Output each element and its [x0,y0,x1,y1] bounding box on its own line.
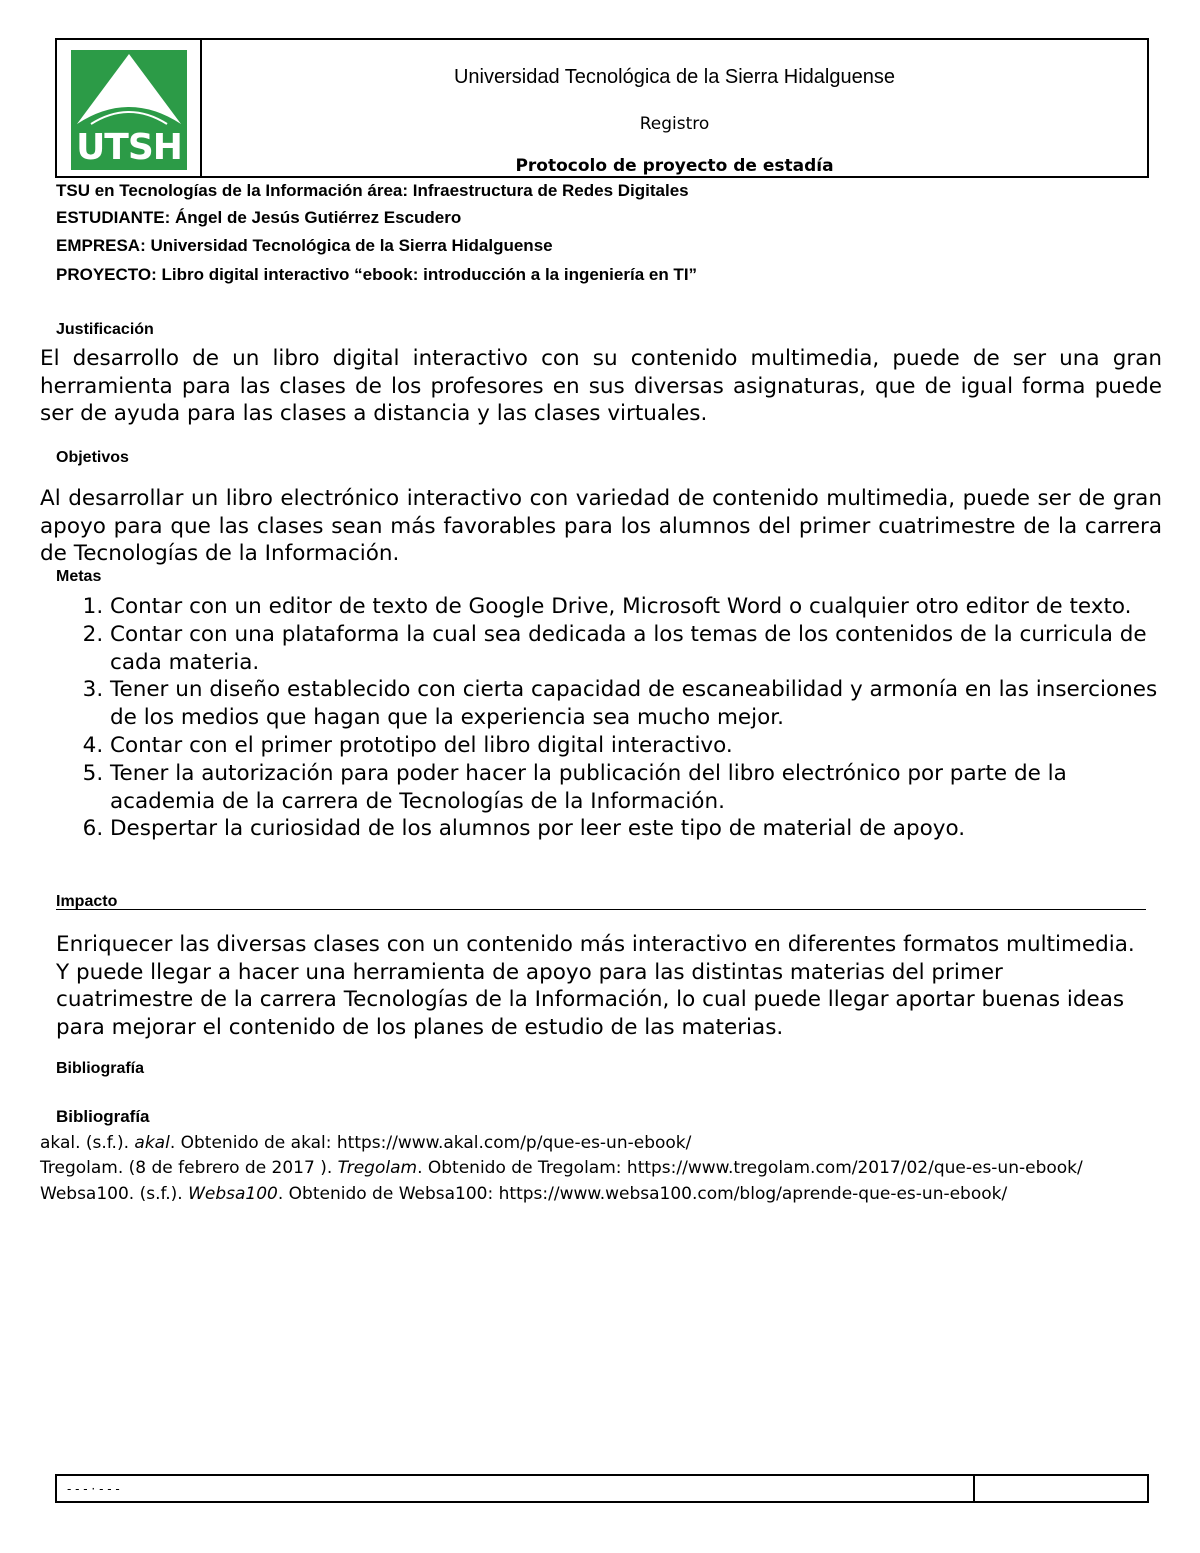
utsh-logo [71,50,187,170]
meta-item: 2. Contar con una plataforma la cual sea dedicada a los temas de los contenidos de la curricula de cada materia. [110,621,1162,677]
meta-item: 1. Contar con un editor de texto de Google Drive, Microsoft Word o cualquier otro editor de texto. [110,593,1162,621]
footer-right-cell [975,1476,1147,1501]
bib-entry [40,1184,1007,1204]
objetivos-text: Al desarrollar un libro electrónico interactivo con variedad de contenido multimedia, puede ser de gran apoyo para que las clases sean más favorables para los alumnos del primer cuatrimestre de la carrera de Tecnologías de la Información. [40,486,1162,566]
title-cell [202,40,1147,176]
bib-entry [40,1133,691,1153]
bib-entry-post: . Obtenido de Tregolam: https://www.tregolam.com/2017/02/que-es-un-ebook/ [417,1158,1083,1178]
bib-entry-pre: Tregolam. (8 de febrero de 2017 ). [40,1158,338,1178]
bib-entry-post: . Obtenido de Websa100: https://www.websa100.com/blog/aprende-que-es-un-ebook/ [277,1184,1008,1204]
university-title: Universidad Tecnológica de la Sierra Hidalguense [453,66,895,88]
footer-left-cell [57,1476,975,1501]
meta-item: 4. Contar con el primer prototipo del libro digital interactivo. [110,732,1162,760]
impacto-text: Enriquecer las diversas clases con un contenido más interactivo en diferentes formatos multimedia. Y puede llegar a hacer una herramienta de apoyo para las distintas materias del primer cuatrimestre de la carrera Tecnologías de la Información, lo cual puede llegar aportar buenas ideas para mejorar el contenido de los planes de estudio de las materias. [56,932,1135,1040]
metas-list [72,593,1162,843]
impacto-divider [56,909,1146,910]
bib-entry-pre: Websa100. (s.f.). [40,1184,189,1204]
bib-entry-pre: akal. (s.f.). [40,1133,135,1153]
protocolo-title: Protocolo de proyecto de estadía [515,156,834,176]
meta-item: 3. Tener un diseño establecido con cierta capacidad de escaneabilidad y armonía en las inserciones de los medios que hagan que la experiencia sea mucho mejor. [110,676,1162,732]
impacto-title: Impacto [56,893,118,910]
info-empresa: EMPRESA: Universidad Tecnológica de la Sierra Hidalguense [56,236,553,255]
bib-entry-italic: akal [134,1133,170,1153]
bib-entry-italic: Tregolam [337,1158,418,1178]
bib-entry-post: . Obtenido de akal: https://www.akal.com/p/que-es-un-ebook/ [169,1133,692,1153]
justificacion-text: El desarrollo de un libro digital interactivo con su contenido multimedia, puede de ser una gran herramienta para las clases de los profesores en sus diversas asignaturas, que de igual forma puede ser de ayuda para las clases a distancia y las clases virtuales. [40,346,1162,426]
metas-title: Metas [56,568,102,585]
meta-item: 5. Tener la autorización para poder hacer la publicación del libro electrónico por parte de la academia de la carrera de Tecnologías de la Información. [110,760,1162,816]
footer-table [55,1474,1149,1503]
meta-item: 6. Despertar la curiosidad de los alumnos por leer este tipo de material de apoyo. [110,815,1162,843]
logo-cell [57,40,202,176]
footer-code: - - - · - - - [67,1482,120,1496]
header-table [55,38,1149,178]
bibliografia-subtitle: Bibliografía [56,1107,150,1126]
bib-entry [40,1158,1083,1178]
justificacion-title: Justificación [56,321,154,338]
logo-text: UTSH [76,127,182,168]
info-proyecto: PROYECTO: Libro digital interactivo “ebook: introducción a la ingeniería en TI” [56,265,698,284]
info-estudiante: ESTUDIANTE: Ángel de Jesús Gutiérrez Escudero [56,208,462,227]
bibliografia-title: Bibliografía [56,1060,145,1077]
bib-entry-italic: Websa100 [188,1184,278,1204]
info-tsu: TSU en Tecnologías de la Información área: Infraestructura de Redes Digitales [56,181,689,200]
registro-label: Registro [639,114,710,134]
objetivos-title: Objetivos [56,449,129,466]
